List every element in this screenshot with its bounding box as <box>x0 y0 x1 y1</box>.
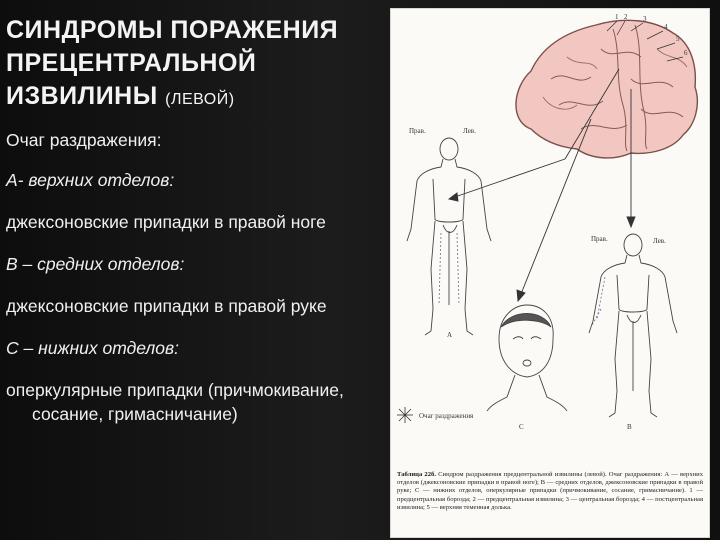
title-main: СИНДРОМЫ ПОРАЖЕНИЯ ПРЕЦЕНТРАЛЬНОЙ ИЗВИЛИНЫ <box>6 16 339 110</box>
section-a-heading: А- верхних отделов: <box>6 170 175 190</box>
label-right-1: Прав. <box>409 127 426 135</box>
title-suffix: (ЛЕВОЙ) <box>165 91 235 108</box>
section-b-text: джексоновские припадки в правой руке <box>6 296 327 316</box>
brain-number-6: 6 <box>684 49 688 57</box>
focus-heading: Очаг раздражения: <box>6 130 162 150</box>
section-b-heading: В – средних отделов: <box>6 254 185 274</box>
burst-icon <box>397 407 413 423</box>
brain-number-5: 5 <box>676 35 680 43</box>
section-c-text: оперкулярные припадки (причмокивание, сосание, гримасничание) <box>6 380 344 424</box>
section-a-text: джексоновские припадки в правой ноге <box>6 212 326 232</box>
caption-label: Таблица 22б. <box>397 471 436 478</box>
label-left-1: Лев. <box>463 127 476 135</box>
body-figure-a <box>407 138 491 335</box>
brain-number-4: 4 <box>664 23 668 31</box>
brain-number-2: 2 <box>624 13 628 21</box>
legend <box>397 407 474 423</box>
label-a: А <box>447 331 453 339</box>
brain-number-1: 1 <box>615 13 619 21</box>
illustration-panel <box>390 8 710 538</box>
label-left-2: Лев. <box>653 237 666 245</box>
label-right-2: Прав. <box>591 235 608 243</box>
body-figure-b <box>589 234 677 417</box>
head-figure-c <box>487 305 567 411</box>
label-b: В <box>627 423 632 431</box>
caption-text: Синдром раздражения предцентральной извилины (левой). Очаг раздражения: А — верхних отделов (джексоновские припадки в правой ноге); В — средних отделов, джексоновские припадки в правой руке; С — нижних отделов, оперкулярные припадки (причмокивание, сосание, гримасничание). 1 — предцентральная борозда; 2 — предцентральная извилина; 3 — центральная борозда; 4 — постцентральная извилина; 5 — верхняя теменная долька. <box>397 471 703 511</box>
label-c: С <box>519 423 524 431</box>
legend-label: Очаг раздражения <box>419 412 474 420</box>
anatomy-illustration <box>391 9 709 537</box>
section-c-heading: С – нижних отделов: <box>6 338 180 358</box>
slide-title <box>6 14 386 116</box>
slide-body <box>6 128 384 426</box>
brain-number-3: 3 <box>643 15 647 23</box>
figure-caption <box>397 471 703 512</box>
